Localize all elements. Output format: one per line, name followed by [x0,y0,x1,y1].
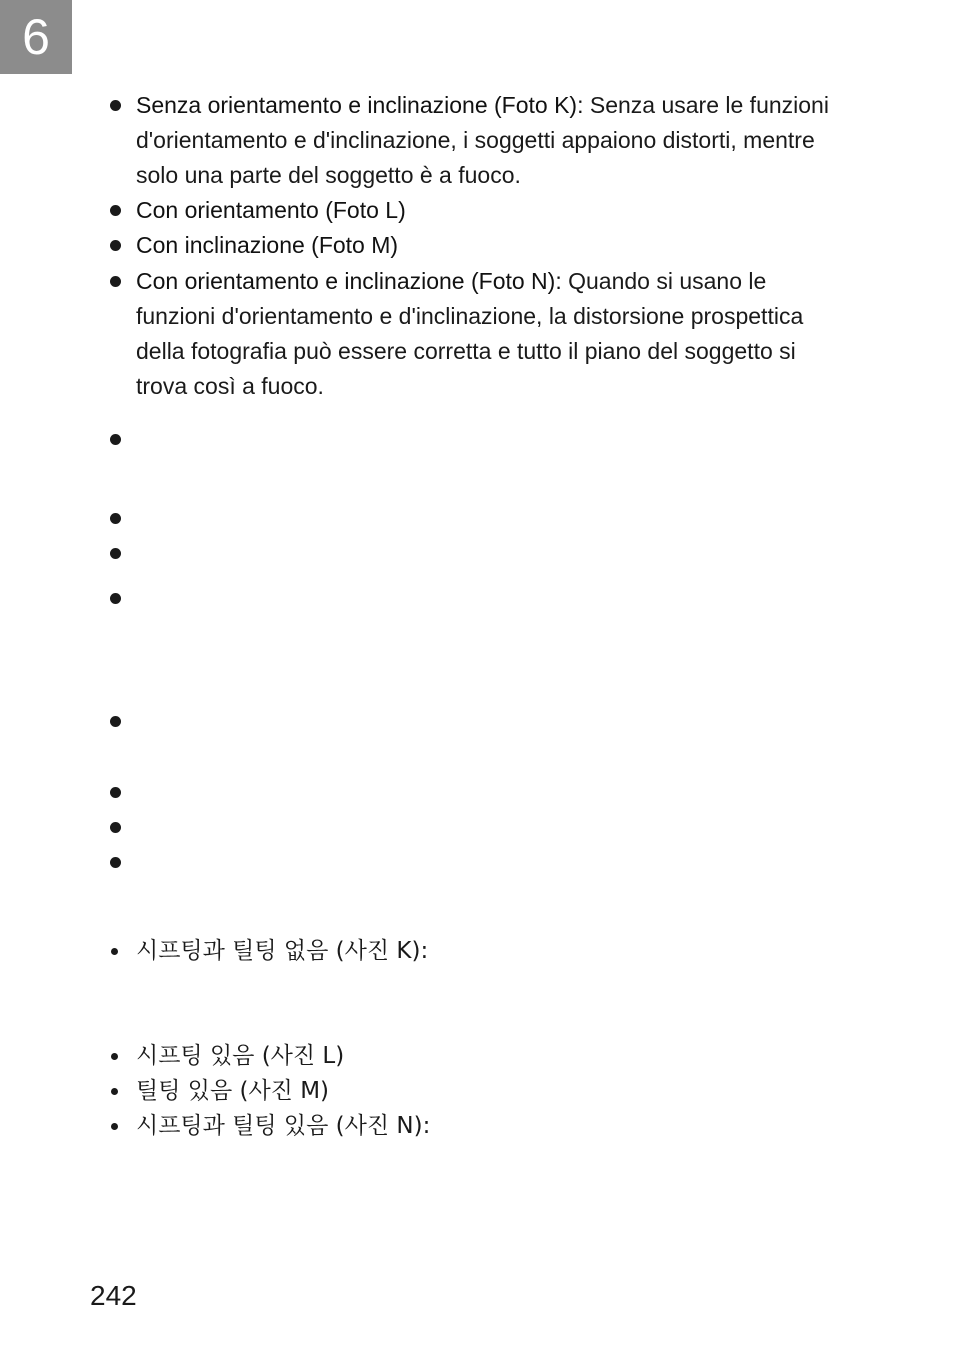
list-item-ko-no-shift-tilt: 시프팅과 틸팅 없음 (사진 K): [136,938,429,964]
bullet-icon [110,822,121,833]
list-item-text: Senza usare le funzioni d'orientamento e d'inclinazione, i soggetti appaiono distorti, mentre solo una parte del soggetto è a fuoco. [136,92,829,188]
bullet-icon [110,205,121,216]
bullet-icon [110,593,121,604]
list-item-lead: Senza orientamento e inclinazione (Foto K): [136,92,584,118]
chapter-tab: 6 [0,0,72,74]
bullet-icon [110,548,121,559]
bullet-icon [110,716,121,727]
bullet-icon [111,948,118,955]
list-item-text: Quando si usano le funzioni d'orientamento e d'inclinazione, la distorsione prospettica della fotografia può essere corretta e tutto il piano del soggetto si trova così a fuoco. [136,268,804,399]
bullet-icon [110,434,121,445]
list-item-tilt [136,228,836,263]
bullet-icon [111,1088,118,1095]
list-item-ko-shift: 시프팅 있음 (사진 L) [136,1043,345,1069]
list-item-lead: Con inclinazione (Foto M) [136,232,399,258]
bullet-icon [110,240,121,251]
bullet-icon [111,1053,118,1060]
bullet-icon [110,787,121,798]
list-item-shift-tilt [136,264,836,404]
list-item-lead: Con orientamento e inclinazione (Foto N): [136,268,562,294]
list-item-ko-shift-tilt: 시프팅과 틸팅 있음 (사진 N): [136,1113,431,1139]
bullet-icon [110,857,121,868]
bullet-icon [110,513,121,524]
list-item-shift [136,193,836,228]
page-number: 242 [90,1280,137,1311]
list-item-lead: Con orientamento (Foto L) [136,197,406,223]
bullet-icon [111,1123,118,1130]
bullet-icon [110,276,121,287]
list-item-ko-tilt: 틸팅 있음 (사진 M) [136,1078,330,1104]
bullet-icon [110,100,121,111]
list-item-no-shift-tilt [136,88,836,193]
